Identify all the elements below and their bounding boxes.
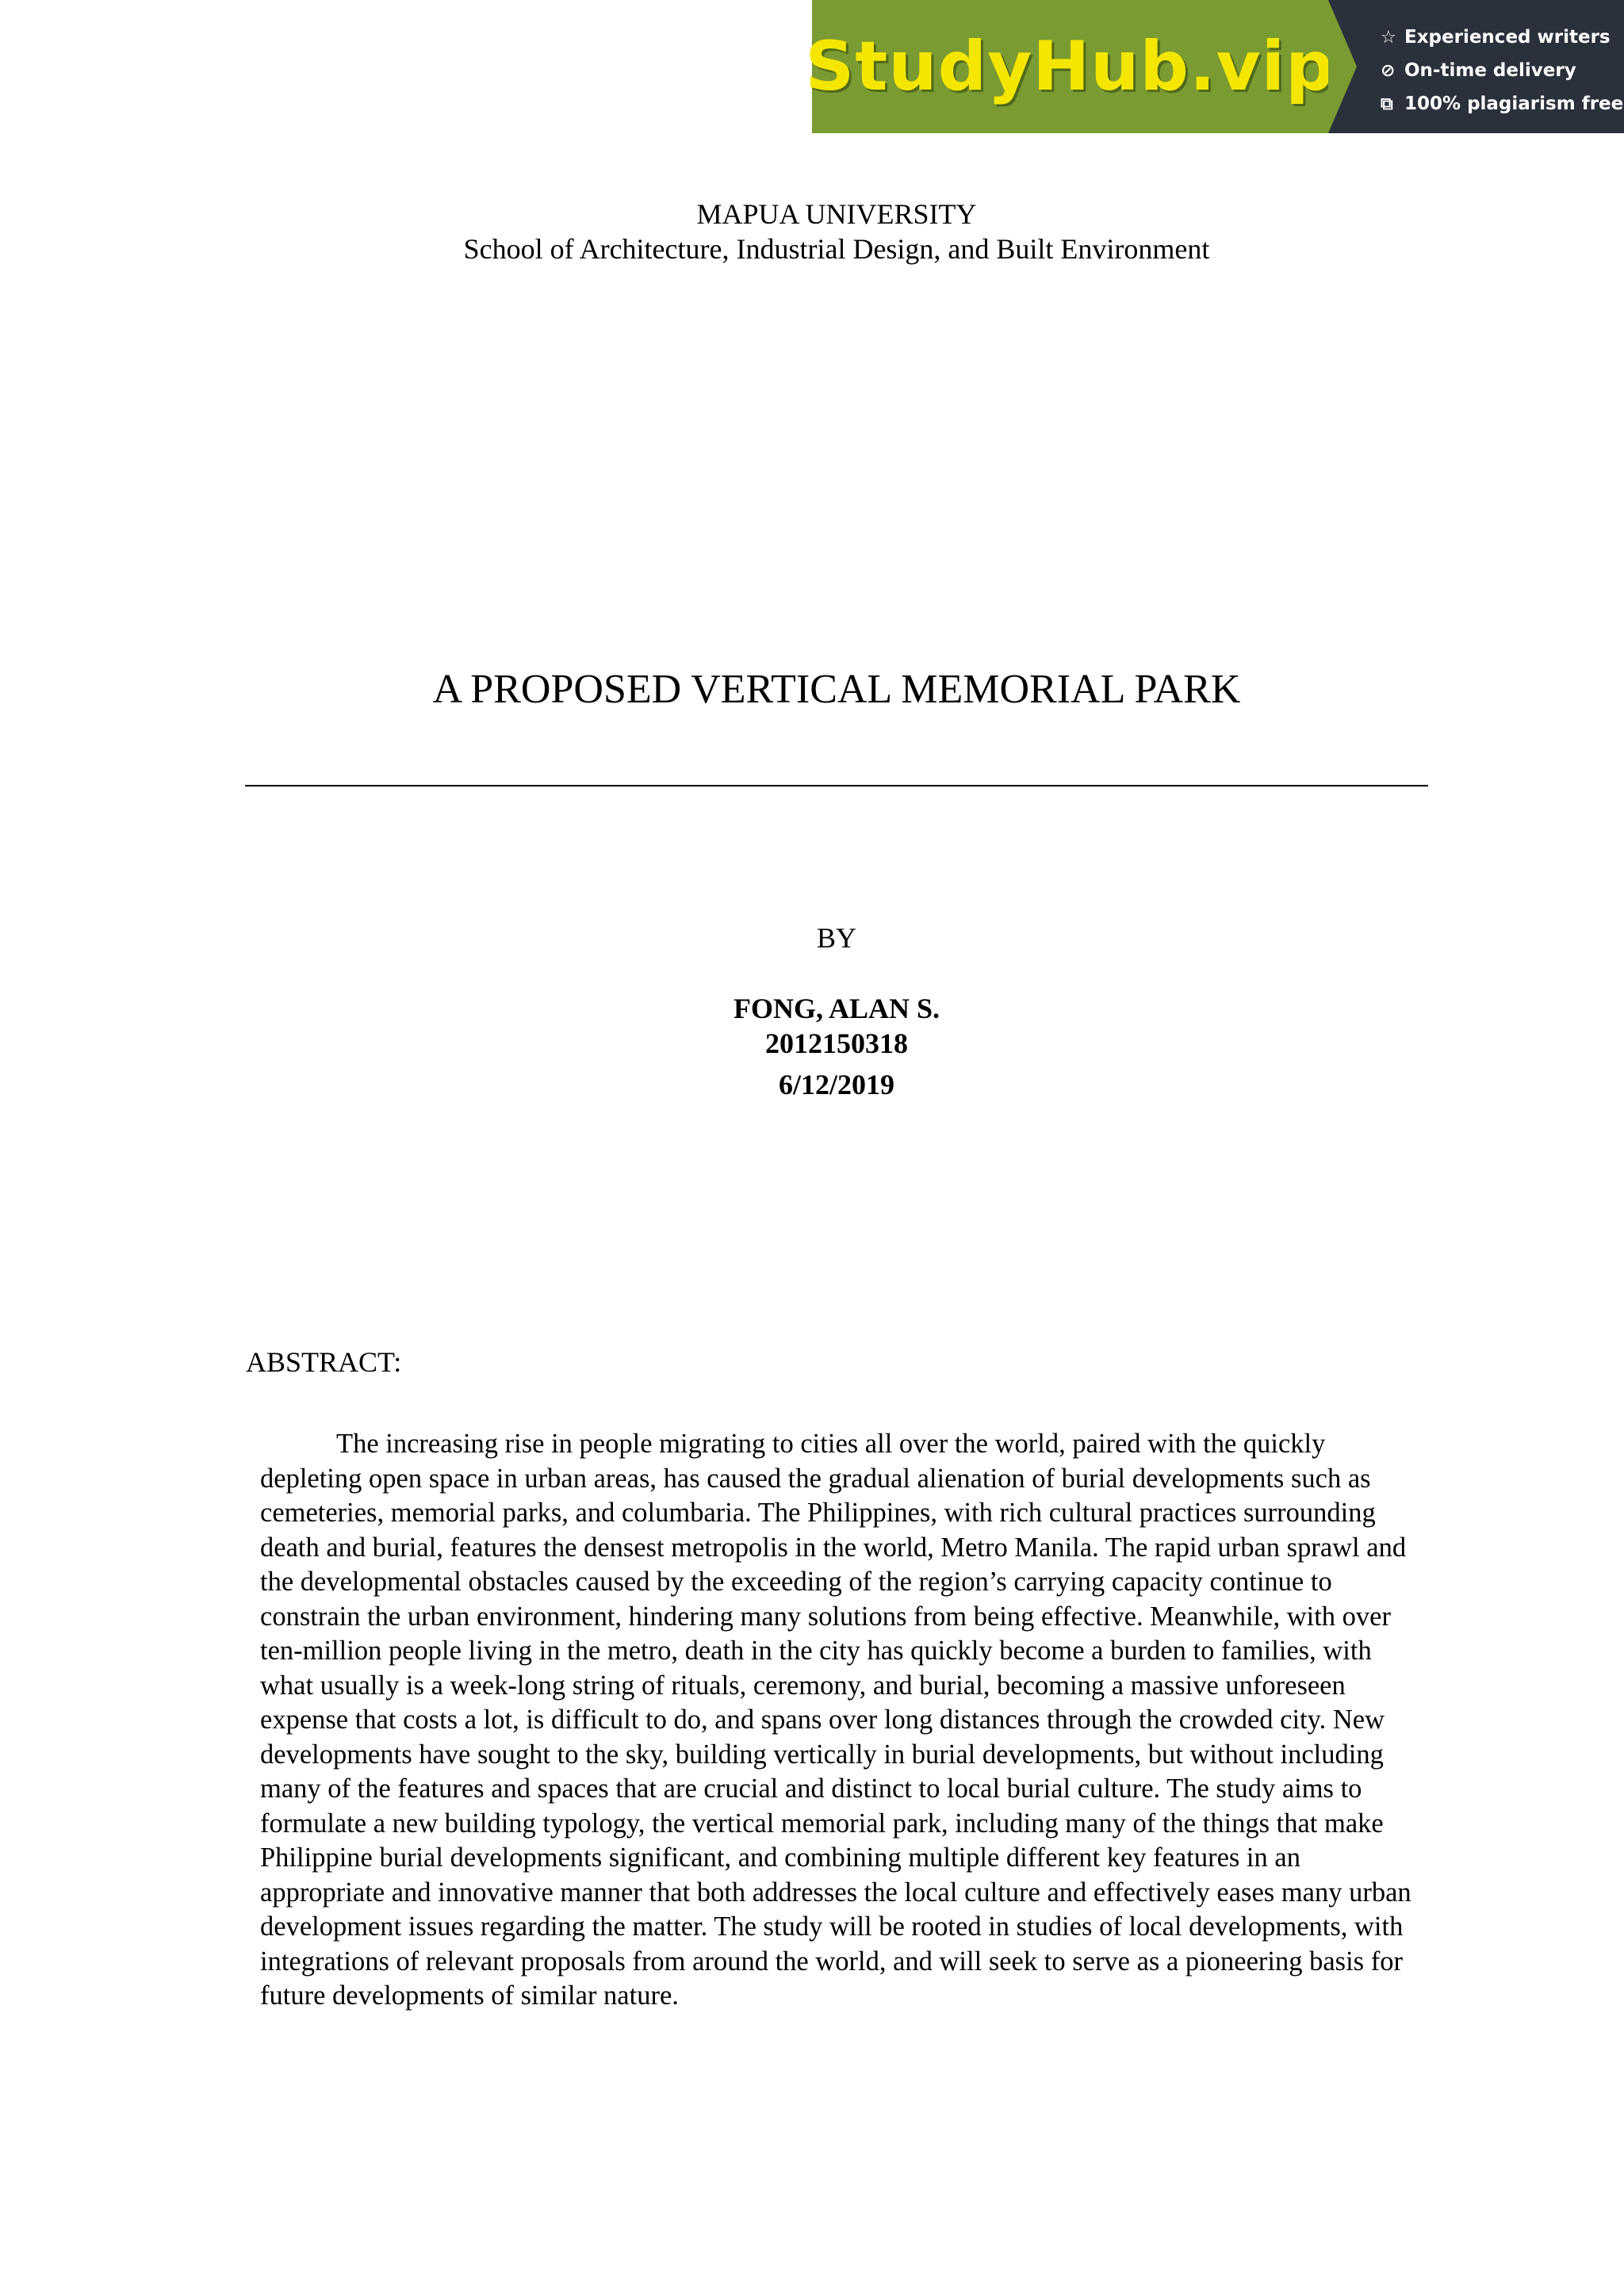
university-name: MAPUA UNIVERSITY: [696, 198, 977, 230]
clock-icon: ⊘: [1381, 60, 1396, 81]
studyhub-logo[interactable]: [805, 0, 1335, 133]
feature-label: Experienced writers: [1404, 27, 1611, 48]
copy-icon: ⧉: [1381, 94, 1393, 114]
abstract-heading: ABSTRACT:: [246, 1346, 402, 1378]
document-date: 6/12/2019: [778, 1069, 894, 1100]
school-name: School of Architecture, Industrial Design, and Built Environment: [463, 233, 1210, 265]
title-divider: [245, 785, 1428, 786]
feature-label: On-time delivery: [1404, 60, 1576, 81]
author-name: FONG, ALAN S.: [733, 993, 940, 1024]
feature-experienced-writers: [1381, 21, 1624, 54]
feature-label: 100% plagiarism free: [1404, 94, 1624, 114]
abstract-body: The increasing rise in people migrating to cities all over the world, paired with the quickly depleting open space in urban areas, has caused the gradual alienation of burial developments such as cemeteries, memorial parks, and columbaria. The Philippines, with rich cultural practices surrounding death and burial, features the densest metropolis in the world, Metro Manila. The rapid urban sprawl and the developmental obstacles caused by the exceeding of the region’s carrying capacity continue to constrain the urban environment, hindering many solutions from being effective. Meanwhile, with over ten-million people living in the metro, death in the city has quickly become a burden to families, with what usually is a week-long string of rituals, ceremony, and burial, becoming a massive unforeseen expense that costs a lot, is difficult to do, and spans over long distances through the crowded city. New developments have sought to the sky, building vertically in burial developments, but without including many of the features and spaces that are crucial and distinct to local burial culture. The study aims to formulate a new building typology, the vertical memorial park, including many of the things that make Philippine burial developments significant, and combining multiple different key features in an appropriate and innovative manner that both addresses the local culture and effectively eases many urban development issues regarding the matter. The study will be rooted in studies of local developments, with integrations of relevant proposals from around the world, and will seek to serve as a pioneering basis for future developments of similar nature.: [260, 1429, 1411, 2011]
student-id: 2012150318: [765, 1027, 908, 1059]
by-label: BY: [816, 922, 856, 954]
studyhub-banner[interactable]: [805, 0, 1624, 133]
feature-plagiarism-free: [1381, 87, 1624, 121]
brand-name: StudyHub.vip: [805, 27, 1335, 106]
feature-on-time-delivery: [1381, 54, 1624, 87]
star-icon: ☆: [1381, 27, 1396, 48]
banner-features: [1328, 0, 1624, 133]
document-title: A PROPOSED VERTICAL MEMORIAL PARK: [432, 667, 1241, 712]
